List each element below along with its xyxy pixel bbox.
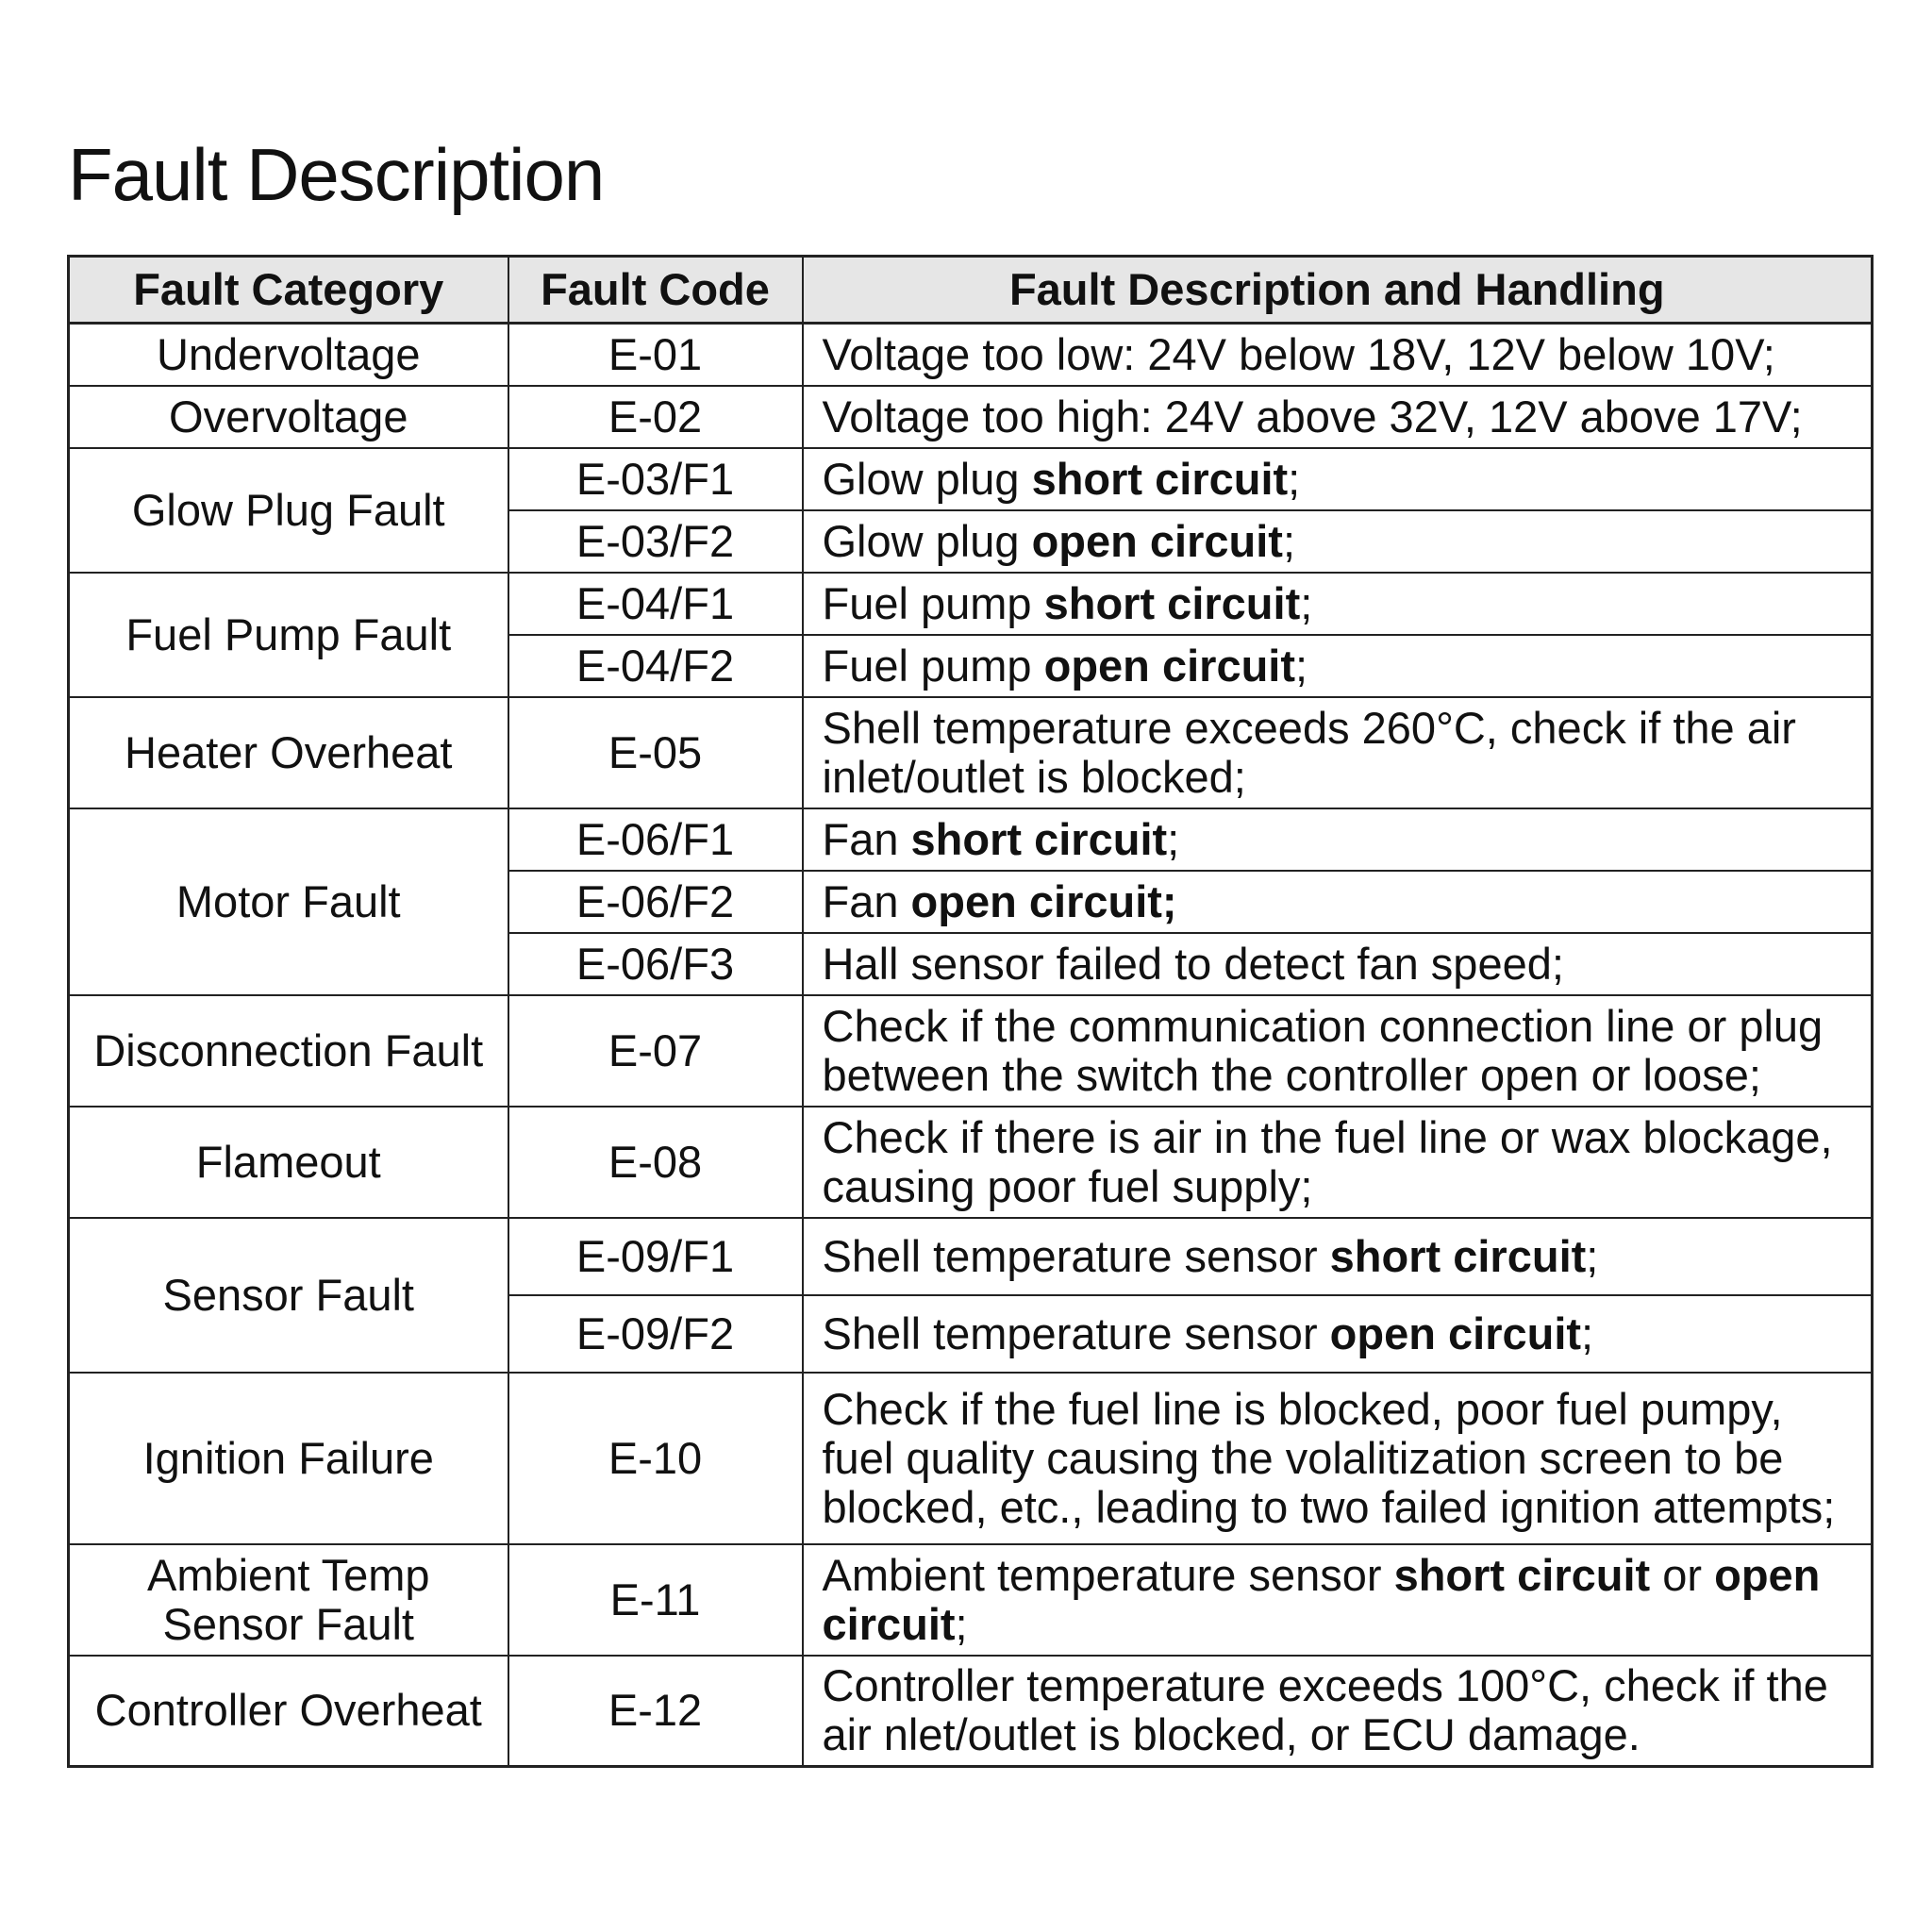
desc-text: Fuel pump — [822, 577, 1044, 628]
page-title: Fault Description — [68, 133, 605, 216]
header-fault-code: Fault Code — [508, 257, 803, 324]
table-row — [69, 324, 1873, 386]
fault-code: E-08 — [508, 1107, 803, 1218]
fault-code: E-12 — [508, 1656, 803, 1767]
desc-emphasis: open circuit — [1031, 515, 1283, 566]
fault-description — [803, 871, 1873, 933]
desc-text: Glow plug — [822, 515, 1032, 566]
table-row — [69, 1544, 1873, 1656]
fault-description: Voltage too high: 24V above 32V, 12V above 17V; — [803, 386, 1873, 448]
fault-description: Controller temperature exceeds 100°C, check if the air nlet/outlet is blocked, or ECU damage. — [803, 1656, 1873, 1767]
table-row — [69, 1373, 1873, 1544]
fault-description — [803, 573, 1873, 635]
fault-category: Sensor Fault — [69, 1218, 508, 1373]
fault-category: Ignition Failure — [69, 1373, 508, 1544]
table-row — [69, 1656, 1873, 1767]
desc-emphasis: short circuit — [1329, 1230, 1587, 1281]
desc-text: or — [1650, 1549, 1715, 1600]
fault-description: Hall sensor failed to detect fan speed; — [803, 933, 1873, 995]
fault-code: E-06/F3 — [508, 933, 803, 995]
desc-emphasis: short circuit — [1043, 577, 1301, 628]
fault-description — [803, 448, 1873, 510]
fault-description: Check if the fuel line is blocked, poor fuel pumpy, fuel quality causing the volalitization screen to be blocked, etc., leading to two failed ignition attempts; — [803, 1373, 1873, 1544]
fault-description — [803, 808, 1873, 871]
fault-code: E-07 — [508, 995, 803, 1107]
fault-description — [803, 1544, 1873, 1656]
table-row — [69, 1107, 1873, 1218]
fault-code: E-03/F1 — [508, 448, 803, 510]
desc-emphasis: short circuit — [1393, 1549, 1651, 1600]
desc-text: ; — [1288, 453, 1301, 504]
desc-text: Ambient temperature sensor — [822, 1549, 1394, 1600]
desc-text: ; — [1300, 577, 1313, 628]
desc-text: ; — [1282, 515, 1295, 566]
table-header-row — [69, 257, 1873, 324]
desc-text: Glow plug — [822, 453, 1032, 504]
desc-emphasis: short circuit — [1031, 453, 1289, 504]
table-row — [69, 995, 1873, 1107]
fault-table — [67, 255, 1874, 1768]
fault-description: Check if there is air in the fuel line or wax blockage, causing poor fuel supply; — [803, 1107, 1873, 1218]
desc-text: Fuel pump — [822, 640, 1044, 691]
fault-code: E-06/F2 — [508, 871, 803, 933]
fault-category: Glow Plug Fault — [69, 448, 508, 573]
table-row — [69, 573, 1873, 635]
desc-emphasis: short circuit — [910, 813, 1168, 864]
fault-category: Heater Overheat — [69, 697, 508, 808]
fault-code: E-03/F2 — [508, 510, 803, 573]
fault-code: E-01 — [508, 324, 803, 386]
desc-emphasis: open circuit; — [910, 875, 1177, 926]
fault-description — [803, 1295, 1873, 1373]
fault-category: Controller Overheat — [69, 1656, 508, 1767]
fault-description: Voltage too low: 24V below 18V, 12V below 10V; — [803, 324, 1873, 386]
fault-code: E-05 — [508, 697, 803, 808]
desc-text: Fan — [822, 813, 911, 864]
fault-code: E-04/F1 — [508, 573, 803, 635]
desc-text: ; — [955, 1598, 968, 1649]
desc-emphasis: open circuit — [822, 1549, 1821, 1649]
table-row — [69, 697, 1873, 808]
fault-description: Shell temperature exceeds 260°C, check if the air inlet/outlet is blocked; — [803, 697, 1873, 808]
desc-text: ; — [1295, 640, 1308, 691]
fault-code: E-04/F2 — [508, 635, 803, 697]
fault-category: Overvoltage — [69, 386, 508, 448]
desc-emphasis: open circuit — [1329, 1307, 1582, 1358]
fault-category: Flameout — [69, 1107, 508, 1218]
desc-text: ; — [1167, 813, 1180, 864]
fault-category: Ambient Temp Sensor Fault — [69, 1544, 508, 1656]
fault-category: Disconnection Fault — [69, 995, 508, 1107]
header-fault-category: Fault Category — [69, 257, 508, 324]
desc-text: Fan — [822, 875, 911, 926]
desc-text: ; — [1586, 1230, 1599, 1281]
fault-code: E-09/F2 — [508, 1295, 803, 1373]
desc-text: Shell temperature sensor — [822, 1230, 1330, 1281]
fault-description — [803, 635, 1873, 697]
table-row — [69, 448, 1873, 510]
fault-code: E-11 — [508, 1544, 803, 1656]
fault-description: Check if the communication connection line or plug between the switch the controller open or loose; — [803, 995, 1873, 1107]
table-row — [69, 386, 1873, 448]
desc-text: ; — [1581, 1307, 1594, 1358]
fault-code: E-10 — [508, 1373, 803, 1544]
fault-description — [803, 510, 1873, 573]
fault-description — [803, 1218, 1873, 1295]
fault-code: E-09/F1 — [508, 1218, 803, 1295]
fault-category: Undervoltage — [69, 324, 508, 386]
fault-code: E-06/F1 — [508, 808, 803, 871]
desc-text: Shell temperature sensor — [822, 1307, 1330, 1358]
fault-category: Motor Fault — [69, 808, 508, 995]
table-row — [69, 1218, 1873, 1295]
header-fault-description: Fault Description and Handling — [803, 257, 1873, 324]
desc-emphasis: open circuit — [1043, 640, 1295, 691]
fault-category: Fuel Pump Fault — [69, 573, 508, 697]
fault-code: E-02 — [508, 386, 803, 448]
table-row — [69, 808, 1873, 871]
